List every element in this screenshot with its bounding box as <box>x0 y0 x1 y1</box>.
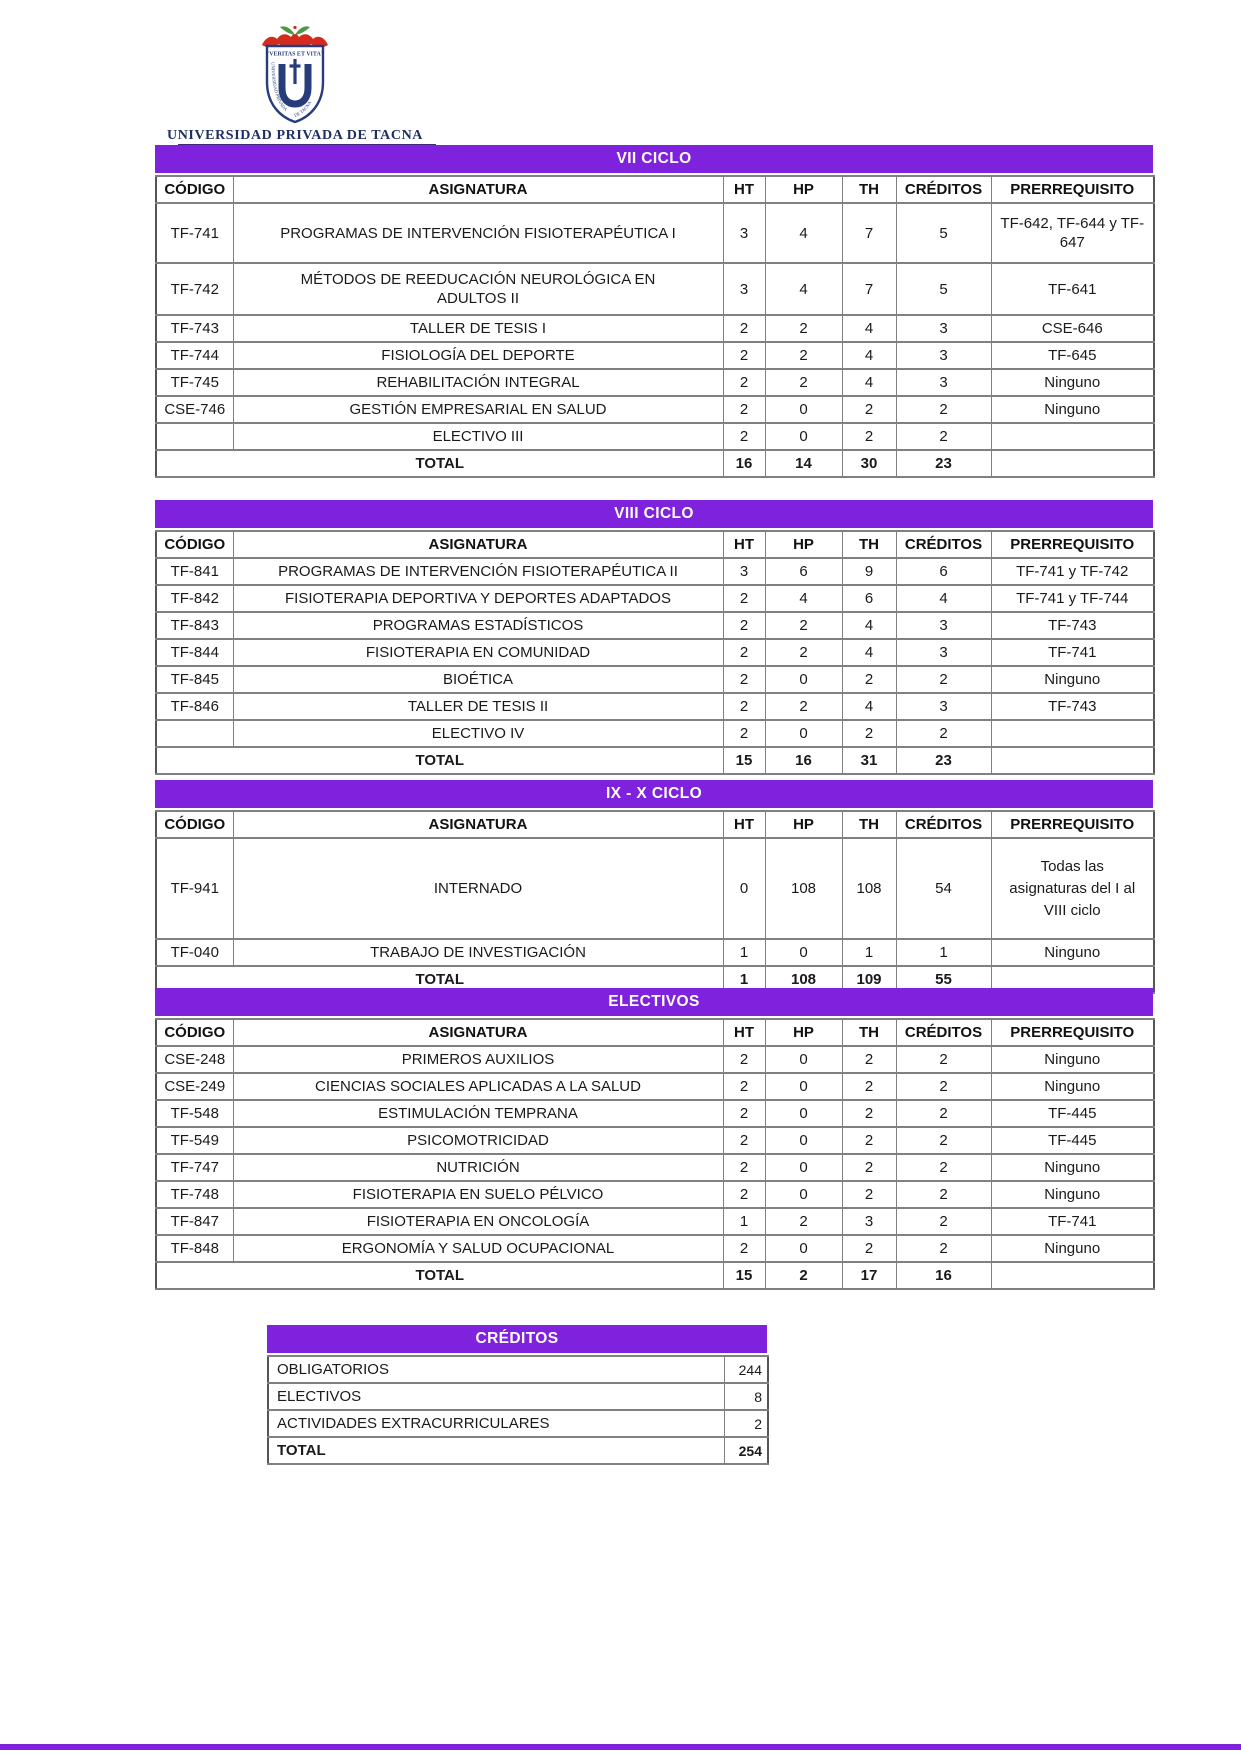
course-row <box>156 585 1154 612</box>
course-row <box>156 369 1154 396</box>
cell-ht: 2 <box>723 396 765 423</box>
cell-creditos: 2 <box>896 1073 991 1100</box>
cell-ht: 2 <box>723 585 765 612</box>
credits-row-value: 244 <box>724 1356 768 1383</box>
cell-prerrequisito: Ninguno <box>991 1235 1154 1262</box>
cell-hp: 0 <box>765 939 842 966</box>
table-title-bar: VIII CICLO <box>155 500 1153 528</box>
cell-hp: 2 <box>765 693 842 720</box>
cell-ht: 2 <box>723 693 765 720</box>
total-row <box>156 747 1154 774</box>
table-electivos <box>155 988 1153 1290</box>
cell-codigo: TF-842 <box>156 585 233 612</box>
cell-ht: 3 <box>723 203 765 263</box>
cell-creditos: 2 <box>896 1208 991 1235</box>
cell-codigo: TF-841 <box>156 558 233 585</box>
cell-ht: 0 <box>723 838 765 939</box>
cell-th: 4 <box>842 315 896 342</box>
total-ht: 16 <box>723 450 765 477</box>
cell-creditos: 2 <box>896 396 991 423</box>
col-header-codigo: CÓDIGO <box>156 811 233 838</box>
cell-th: 2 <box>842 1100 896 1127</box>
cell-codigo: TF-742 <box>156 263 233 315</box>
cell-th: 4 <box>842 369 896 396</box>
course-row <box>156 639 1154 666</box>
cell-creditos: 5 <box>896 263 991 315</box>
cell-ht: 2 <box>723 720 765 747</box>
cell-prerrequisito: Ninguno <box>991 1046 1154 1073</box>
logo-arc-text-left: UNIVERSIDAD PRIVADA <box>270 62 289 113</box>
total-th: 31 <box>842 747 896 774</box>
credits-row <box>268 1410 768 1437</box>
cell-hp: 0 <box>765 666 842 693</box>
table-title-bar: VII CICLO <box>155 145 1153 173</box>
footer-rule <box>0 1744 1241 1750</box>
cell-codigo: TF-747 <box>156 1154 233 1181</box>
ciclo-table <box>155 1018 1155 1290</box>
cell-hp: 0 <box>765 1100 842 1127</box>
university-name: UNIVERSIDAD PRIVADA DE TACNA <box>166 128 423 143</box>
course-row <box>156 693 1154 720</box>
cell-codigo: TF-843 <box>156 612 233 639</box>
total-creditos: 23 <box>896 450 991 477</box>
cell-asignatura: REHABILITACIÓN INTEGRAL <box>233 369 723 396</box>
course-row <box>156 1154 1154 1181</box>
cell-asignatura: ELECTIVO III <box>233 423 723 450</box>
course-row <box>156 1100 1154 1127</box>
credits-row-label: ELECTIVOS <box>268 1383 724 1410</box>
course-row <box>156 720 1154 747</box>
cell-ht: 2 <box>723 639 765 666</box>
cell-th: 2 <box>842 423 896 450</box>
cell-ht: 2 <box>723 612 765 639</box>
cell-prerrequisito: TF-741 y TF-742 <box>991 558 1154 585</box>
cell-creditos: 5 <box>896 203 991 263</box>
university-header <box>155 22 435 144</box>
column-header-row <box>156 531 1154 558</box>
cell-asignatura: FISIOTERAPIA EN SUELO PÉLVICO <box>233 1181 723 1208</box>
cell-th: 4 <box>842 693 896 720</box>
course-row <box>156 1208 1154 1235</box>
cell-prerrequisito: TF-741 <box>991 1208 1154 1235</box>
credits-summary <box>267 1325 767 1465</box>
cell-hp: 0 <box>765 1046 842 1073</box>
cell-th: 6 <box>842 585 896 612</box>
col-header-creditos: CRÉDITOS <box>896 811 991 838</box>
cell-th: 2 <box>842 1181 896 1208</box>
total-ht: 15 <box>723 747 765 774</box>
cell-hp: 2 <box>765 639 842 666</box>
cell-th: 9 <box>842 558 896 585</box>
cell-creditos: 3 <box>896 612 991 639</box>
col-header-asignatura: ASIGNATURA <box>233 531 723 558</box>
cell-th: 3 <box>842 1208 896 1235</box>
col-header-th: TH <box>842 531 896 558</box>
course-row <box>156 1127 1154 1154</box>
cell-prerrequisito: Ninguno <box>991 1154 1154 1181</box>
cell-creditos: 3 <box>896 315 991 342</box>
credits-total-label: TOTAL <box>268 1437 724 1464</box>
cell-codigo: TF-848 <box>156 1235 233 1262</box>
course-row <box>156 838 1154 939</box>
credits-total-value: 254 <box>724 1437 768 1464</box>
cell-asignatura: PRIMEROS AUXILIOS <box>233 1046 723 1073</box>
total-prerrequisito <box>991 450 1154 477</box>
cell-creditos: 2 <box>896 720 991 747</box>
course-row <box>156 203 1154 263</box>
course-row <box>156 1046 1154 1073</box>
cell-prerrequisito: TF-641 <box>991 263 1154 315</box>
course-row <box>156 315 1154 342</box>
cell-prerrequisito: CSE-646 <box>991 315 1154 342</box>
cell-codigo: TF-748 <box>156 1181 233 1208</box>
cell-creditos: 2 <box>896 1181 991 1208</box>
col-header-hp: HP <box>765 531 842 558</box>
total-hp: 108 <box>765 966 842 993</box>
credits-row <box>268 1356 768 1383</box>
cell-codigo: TF-744 <box>156 342 233 369</box>
cell-creditos: 2 <box>896 666 991 693</box>
cell-asignatura: TRABAJO DE INVESTIGACIÓN <box>233 939 723 966</box>
cell-prerrequisito <box>991 423 1154 450</box>
total-hp: 14 <box>765 450 842 477</box>
col-header-asignatura: ASIGNATURA <box>233 1019 723 1046</box>
course-row <box>156 558 1154 585</box>
cell-ht: 3 <box>723 263 765 315</box>
cell-creditos: 54 <box>896 838 991 939</box>
total-row <box>156 1262 1154 1289</box>
cell-asignatura: MÉTODOS DE REEDUCACIÓN NEUROLÓGICA EN ADULTOS II <box>233 263 723 315</box>
table-ix-x-ciclo <box>155 780 1153 994</box>
credits-row-label: ACTIVIDADES EXTRACURRICULARES <box>268 1410 724 1437</box>
total-row <box>156 450 1154 477</box>
cell-ht: 2 <box>723 369 765 396</box>
cell-asignatura: PSICOMOTRICIDAD <box>233 1127 723 1154</box>
column-header-row <box>156 1019 1154 1046</box>
cell-hp: 0 <box>765 423 842 450</box>
cell-codigo: TF-846 <box>156 693 233 720</box>
credits-row-value: 2 <box>724 1410 768 1437</box>
cell-ht: 1 <box>723 1208 765 1235</box>
cell-ht: 2 <box>723 423 765 450</box>
col-header-asignatura: ASIGNATURA <box>233 811 723 838</box>
cell-hp: 6 <box>765 558 842 585</box>
cell-ht: 2 <box>723 1235 765 1262</box>
cell-codigo: TF-743 <box>156 315 233 342</box>
cell-prerrequisito: TF-645 <box>991 342 1154 369</box>
cell-creditos: 2 <box>896 1154 991 1181</box>
cell-hp: 4 <box>765 585 842 612</box>
cell-prerrequisito: TF-741 <box>991 639 1154 666</box>
col-header-prerrequisito: PRERREQUISITO <box>991 1019 1154 1046</box>
total-hp: 16 <box>765 747 842 774</box>
cell-th: 108 <box>842 838 896 939</box>
cell-asignatura: ESTIMULACIÓN TEMPRANA <box>233 1100 723 1127</box>
cell-hp: 0 <box>765 720 842 747</box>
cell-hp: 2 <box>765 342 842 369</box>
cell-prerrequisito <box>991 720 1154 747</box>
course-row <box>156 1073 1154 1100</box>
cell-hp: 0 <box>765 1073 842 1100</box>
cell-creditos: 3 <box>896 369 991 396</box>
cell-prerrequisito: Todas las asignaturas del I al VIII ciclo <box>991 838 1154 939</box>
cell-prerrequisito: TF-743 <box>991 693 1154 720</box>
cell-ht: 2 <box>723 666 765 693</box>
cell-codigo: TF-040 <box>156 939 233 966</box>
cell-asignatura: ERGONOMÍA Y SALUD OCUPACIONAL <box>233 1235 723 1262</box>
cell-th: 2 <box>842 666 896 693</box>
cell-ht: 2 <box>723 315 765 342</box>
cell-th: 4 <box>842 342 896 369</box>
cell-asignatura: FISIOTERAPIA DEPORTIVA Y DEPORTES ADAPTADOS <box>233 585 723 612</box>
cell-creditos: 3 <box>896 342 991 369</box>
cell-th: 1 <box>842 939 896 966</box>
cell-creditos: 2 <box>896 1235 991 1262</box>
cell-asignatura: GESTIÓN EMPRESARIAL EN SALUD <box>233 396 723 423</box>
course-row <box>156 666 1154 693</box>
cell-asignatura: ELECTIVO IV <box>233 720 723 747</box>
total-hp: 2 <box>765 1262 842 1289</box>
total-label: TOTAL <box>156 450 723 477</box>
cell-creditos: 6 <box>896 558 991 585</box>
course-row <box>156 612 1154 639</box>
cell-creditos: 2 <box>896 1127 991 1154</box>
col-header-ht: HT <box>723 811 765 838</box>
credits-table <box>267 1355 769 1465</box>
cell-asignatura: PROGRAMAS DE INTERVENCIÓN FISIOTERAPÉUTICA I <box>233 203 723 263</box>
cell-prerrequisito: TF-642, TF-644 y TF-647 <box>991 203 1154 263</box>
total-creditos: 23 <box>896 747 991 774</box>
col-header-th: TH <box>842 176 896 203</box>
cell-creditos: 2 <box>896 423 991 450</box>
cell-ht: 2 <box>723 1073 765 1100</box>
col-header-prerrequisito: PRERREQUISITO <box>991 811 1154 838</box>
col-header-creditos: CRÉDITOS <box>896 1019 991 1046</box>
cell-hp: 2 <box>765 369 842 396</box>
cell-codigo: TF-845 <box>156 666 233 693</box>
total-label: TOTAL <box>156 747 723 774</box>
column-header-row <box>156 811 1154 838</box>
col-header-creditos: CRÉDITOS <box>896 176 991 203</box>
total-label: TOTAL <box>156 1262 723 1289</box>
col-header-asignatura: ASIGNATURA <box>233 176 723 203</box>
university-logo-icon <box>256 22 334 126</box>
logo-motto: "VERITAS ET VITA" <box>265 51 325 58</box>
cell-ht: 2 <box>723 1100 765 1127</box>
cell-hp: 0 <box>765 396 842 423</box>
col-header-prerrequisito: PRERREQUISITO <box>991 176 1154 203</box>
cell-th: 7 <box>842 263 896 315</box>
cell-prerrequisito: TF-445 <box>991 1100 1154 1127</box>
cell-ht: 2 <box>723 1181 765 1208</box>
col-header-th: TH <box>842 811 896 838</box>
cell-codigo: TF-741 <box>156 203 233 263</box>
cell-asignatura: CIENCIAS SOCIALES APLICADAS A LA SALUD <box>233 1073 723 1100</box>
col-header-hp: HP <box>765 1019 842 1046</box>
cell-hp: 2 <box>765 315 842 342</box>
cell-prerrequisito: Ninguno <box>991 666 1154 693</box>
cell-prerrequisito: TF-741 y TF-744 <box>991 585 1154 612</box>
cell-prerrequisito: Ninguno <box>991 1181 1154 1208</box>
column-header-row <box>156 176 1154 203</box>
cell-th: 2 <box>842 1127 896 1154</box>
cell-creditos: 3 <box>896 639 991 666</box>
cell-ht: 2 <box>723 1046 765 1073</box>
course-row <box>156 1235 1154 1262</box>
cell-th: 2 <box>842 1154 896 1181</box>
col-header-hp: HP <box>765 176 842 203</box>
cell-codigo: TF-941 <box>156 838 233 939</box>
credits-row <box>268 1383 768 1410</box>
cell-creditos: 4 <box>896 585 991 612</box>
ciclo-table <box>155 530 1155 775</box>
cell-codigo: CSE-746 <box>156 396 233 423</box>
cell-asignatura: PROGRAMAS ESTADÍSTICOS <box>233 612 723 639</box>
cell-creditos: 3 <box>896 693 991 720</box>
total-th: 17 <box>842 1262 896 1289</box>
cell-asignatura: NUTRICIÓN <box>233 1154 723 1181</box>
table-viii-ciclo <box>155 500 1153 775</box>
logo-arc-text-right: DE TACNA <box>293 100 313 118</box>
cell-prerrequisito: Ninguno <box>991 369 1154 396</box>
cell-prerrequisito: Ninguno <box>991 1073 1154 1100</box>
cell-codigo <box>156 423 233 450</box>
cell-hp: 0 <box>765 1235 842 1262</box>
cell-codigo: CSE-249 <box>156 1073 233 1100</box>
cell-th: 4 <box>842 639 896 666</box>
total-ht: 1 <box>723 966 765 993</box>
cell-hp: 108 <box>765 838 842 939</box>
course-row <box>156 1181 1154 1208</box>
cell-asignatura: PROGRAMAS DE INTERVENCIÓN FISIOTERAPÉUTICA II <box>233 558 723 585</box>
table-title-bar: ELECTIVOS <box>155 988 1153 1016</box>
total-th: 109 <box>842 966 896 993</box>
cell-asignatura: TALLER DE TESIS I <box>233 315 723 342</box>
cell-creditos: 1 <box>896 939 991 966</box>
col-header-codigo: CÓDIGO <box>156 176 233 203</box>
cell-prerrequisito: TF-743 <box>991 612 1154 639</box>
total-label: TOTAL <box>156 966 723 993</box>
course-row <box>156 939 1154 966</box>
cell-th: 2 <box>842 1073 896 1100</box>
course-row <box>156 342 1154 369</box>
total-th: 30 <box>842 450 896 477</box>
cell-ht: 2 <box>723 1127 765 1154</box>
cell-th: 2 <box>842 720 896 747</box>
cell-hp: 2 <box>765 612 842 639</box>
total-creditos: 16 <box>896 1262 991 1289</box>
col-header-creditos: CRÉDITOS <box>896 531 991 558</box>
col-header-ht: HT <box>723 531 765 558</box>
col-header-th: TH <box>842 1019 896 1046</box>
cell-th: 7 <box>842 203 896 263</box>
cell-th: 4 <box>842 612 896 639</box>
course-row <box>156 396 1154 423</box>
ciclo-table <box>155 175 1155 478</box>
credits-row-value: 8 <box>724 1383 768 1410</box>
credits-row-label: OBLIGATORIOS <box>268 1356 724 1383</box>
total-ht: 15 <box>723 1262 765 1289</box>
cell-th: 2 <box>842 1046 896 1073</box>
total-creditos: 55 <box>896 966 991 993</box>
cell-codigo: TF-847 <box>156 1208 233 1235</box>
cell-codigo: TF-844 <box>156 639 233 666</box>
cell-codigo <box>156 720 233 747</box>
cell-ht: 1 <box>723 939 765 966</box>
cell-hp: 2 <box>765 1208 842 1235</box>
course-row <box>156 263 1154 315</box>
cell-asignatura: INTERNADO <box>233 838 723 939</box>
cell-hp: 4 <box>765 263 842 315</box>
cell-codigo: CSE-248 <box>156 1046 233 1073</box>
cell-prerrequisito: Ninguno <box>991 939 1154 966</box>
cell-hp: 0 <box>765 1181 842 1208</box>
col-header-prerrequisito: PRERREQUISITO <box>991 531 1154 558</box>
cell-creditos: 2 <box>896 1100 991 1127</box>
cell-prerrequisito: TF-445 <box>991 1127 1154 1154</box>
cell-codigo: TF-745 <box>156 369 233 396</box>
credits-title-bar: CRÉDITOS <box>267 1325 767 1353</box>
cell-hp: 0 <box>765 1154 842 1181</box>
cell-asignatura: FISIOTERAPIA EN COMUNIDAD <box>233 639 723 666</box>
cell-th: 2 <box>842 396 896 423</box>
cell-creditos: 2 <box>896 1046 991 1073</box>
course-row <box>156 423 1154 450</box>
cell-ht: 2 <box>723 342 765 369</box>
laurel-icon <box>280 26 295 35</box>
cell-codigo: TF-549 <box>156 1127 233 1154</box>
table-vii-ciclo <box>155 145 1153 478</box>
col-header-ht: HT <box>723 1019 765 1046</box>
col-header-codigo: CÓDIGO <box>156 1019 233 1046</box>
col-header-ht: HT <box>723 176 765 203</box>
total-prerrequisito <box>991 1262 1154 1289</box>
ciclo-table <box>155 810 1155 994</box>
cell-th: 2 <box>842 1235 896 1262</box>
cell-asignatura: TALLER DE TESIS II <box>233 693 723 720</box>
cell-ht: 3 <box>723 558 765 585</box>
cell-hp: 0 <box>765 1127 842 1154</box>
total-prerrequisito <box>991 747 1154 774</box>
cell-codigo: TF-548 <box>156 1100 233 1127</box>
cell-asignatura: FISIOTERAPIA EN ONCOLOGÍA <box>233 1208 723 1235</box>
cell-prerrequisito: Ninguno <box>991 396 1154 423</box>
cell-asignatura: BIOÉTICA <box>233 666 723 693</box>
col-header-codigo: CÓDIGO <box>156 531 233 558</box>
cell-hp: 4 <box>765 203 842 263</box>
cell-asignatura: FISIOLOGÍA DEL DEPORTE <box>233 342 723 369</box>
table-title-bar: IX - X CICLO <box>155 780 1153 808</box>
credits-total-row <box>268 1437 768 1464</box>
col-header-hp: HP <box>765 811 842 838</box>
cell-ht: 2 <box>723 1154 765 1181</box>
